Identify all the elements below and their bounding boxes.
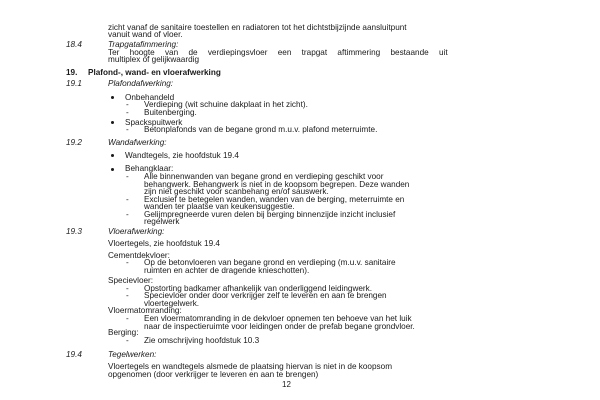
vloermatomranding-item-line-2: naar de inspectieruimte voor leidingen onder de prefab begane grondvloer. xyxy=(144,322,415,331)
bullet-icon xyxy=(111,121,114,124)
chapter-title-19: Plafond-, wand- en vloerafwerking xyxy=(88,67,221,77)
section-18-4-line-1: Ter hoogte van de verdiepingsvloer een trapgat aftimmering bestaande uit xyxy=(108,47,448,57)
intro-line-2: vanuit wand of vloer. xyxy=(108,30,183,40)
behangklaar-item-3-line-2: regelwerk xyxy=(144,217,180,227)
section-number-19-1: 19.1 xyxy=(66,79,82,89)
onbehandeld-item-1: Verdieping (wit schuine dakplaat in het zicht). xyxy=(144,100,308,110)
specievloer-label: Specievloer: xyxy=(108,276,154,286)
dash-icon: - xyxy=(126,125,129,135)
cementdekvloer-item-line-2: ruimten en achter de dragende knieschotten). xyxy=(144,265,310,275)
section-number-19-3: 19.3 xyxy=(66,227,82,237)
behangklaar-item-1-line-2: behangwerk. Behangwerk is niet in de koopsom begrepen. Deze wanden xyxy=(144,179,410,189)
bullet-icon xyxy=(111,168,114,171)
behangklaar-item-1-line-3: zijn niet geschikt voor scanbehang en/of sauswerk. xyxy=(144,187,329,197)
section-number-18-4: 18.4 xyxy=(66,40,82,50)
bullet-onbehandeld: Onbehandeld xyxy=(125,92,175,102)
vloermatomranding-item-line-1: Een vloermatomranding in de dekvloer opnemen ten behoeve van het luik xyxy=(144,314,412,323)
dash-icon: - xyxy=(126,194,129,204)
dash-icon: - xyxy=(126,107,129,117)
spackspuitwerk-item-1: Betonplafonds van de begane grond m.u.v. plafond meterruimte. xyxy=(144,125,378,135)
section-title-19-4: Tegelwerken: xyxy=(108,350,157,359)
cementdekvloer-item-line-1: Op de betonvloeren van begane grond en verdieping (m.u.v. sanitaire xyxy=(144,258,396,267)
intro-line-1: zicht vanaf de sanitaire toestellen en radiatoren tot het dichtstbijzijnde aansluitpunt xyxy=(108,22,407,32)
specievloer-item-2-line-2: vloertegelwerk. xyxy=(144,298,200,308)
onbehandeld-item-2: Buitenberging. xyxy=(144,107,197,117)
behangklaar-item-3-line-1: Gelijmpregneerde vuren delen bij berging binnenzijde inzicht inclusief xyxy=(144,209,396,219)
section-19-4-line-2: opgenomen (door verkrijger te leveren en aan te brengen) xyxy=(108,370,319,379)
section-18-4-line-2: multiplex of gelijkwaardig xyxy=(108,55,200,65)
dash-icon: - xyxy=(126,291,129,301)
dash-icon: - xyxy=(126,172,129,181)
page-number: 12 xyxy=(282,380,291,389)
section-number-19-4: 19.4 xyxy=(66,350,82,359)
chapter-number-19: 19. xyxy=(66,67,78,77)
bullet-spackspuitwerk: Spackspuitwerk xyxy=(125,117,183,127)
specievloer-item-2-line-1: Specievloer onder door verkrijger zelf te leveren en aan te brengen xyxy=(144,291,387,301)
section-title-19-1: Plafondafwerking: xyxy=(108,79,174,89)
bullet-wandtegels: Wandtegels, zie hoofdstuk 19.4 xyxy=(125,151,239,161)
section-title-18-4: Trapgatafimmering: xyxy=(108,40,179,50)
vloermatomranding-label: Vloermatomranding: xyxy=(108,306,182,315)
berging-label: Berging: xyxy=(108,328,139,337)
section-19-4-line-1: Vloertegels en wandtegels alsmede de plaatsing hiervan is niet in de koopsom xyxy=(108,362,393,371)
section-number-19-2: 19.2 xyxy=(66,137,82,147)
bullet-behangklaar: Behangklaar: xyxy=(125,164,174,174)
dash-icon: - xyxy=(126,100,129,110)
dash-icon: - xyxy=(126,258,129,267)
specievloer-item-1: Opstorting badkamer afhankelijk van onderliggend leidingwerk. xyxy=(144,283,373,293)
behangklaar-item-1-line-1: Alle binnenwanden van begane grond en verdieping geschikt voor xyxy=(144,172,384,181)
dash-icon: - xyxy=(126,283,129,293)
behangklaar-item-2-line-1: Exclusief te betegelen wanden, wanden van de berging, meterruimte en xyxy=(144,194,405,204)
dash-icon: - xyxy=(126,209,129,219)
bullet-icon xyxy=(111,96,114,99)
bullet-icon xyxy=(111,154,114,157)
dash-icon: - xyxy=(126,336,129,345)
berging-item-1: Zie omschrijving hoofdstuk 10.3 xyxy=(144,336,260,345)
cementdekvloer-label: Cementdekvloer: xyxy=(108,250,170,260)
section-title-19-3: Vloerafwerking: xyxy=(108,227,165,237)
vloertegels-reference: Vloertegels, zie hoofdstuk 19.4 xyxy=(108,238,220,248)
section-title-19-2: Wandafwerking: xyxy=(108,137,167,147)
dash-icon: - xyxy=(126,314,129,323)
behangklaar-item-2-line-2: wanden ter plaatse van keukensuggestie. xyxy=(144,202,295,212)
